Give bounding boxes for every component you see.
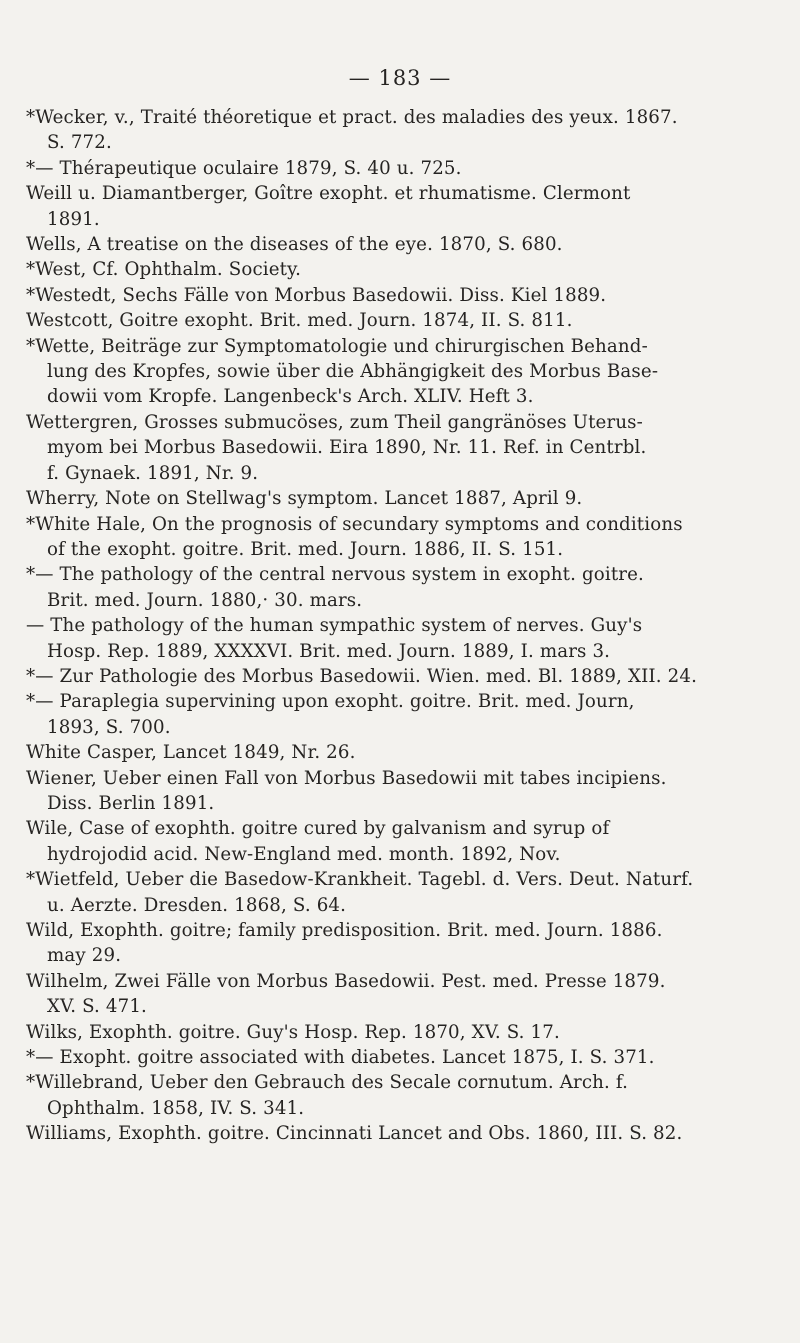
entry-first-line: Wettergren, Grosses submucöses, zum Theil gangränöses Uterus- bbox=[26, 411, 643, 433]
bibliography-entry bbox=[0, 334, 800, 410]
entry-continuation-line: 1891. bbox=[47, 208, 100, 230]
bibliography-entry bbox=[0, 181, 800, 232]
entry-text bbox=[0, 410, 647, 486]
entry-first-line: Wilks, Exophth. goitre. Guy's Hosp. Rep. 1870, XV. S. 17. bbox=[26, 1021, 560, 1043]
entry-text bbox=[0, 689, 635, 740]
bibliography-entry bbox=[0, 816, 800, 867]
entry-continuation-line: S. 772. bbox=[47, 132, 112, 154]
entry-text bbox=[0, 334, 659, 410]
bibliography-entry bbox=[0, 766, 800, 817]
entry-continuation-line: lung des Kropfes, sowie über die Abhängigkeit des Morbus Base- bbox=[47, 361, 659, 383]
entry-first-line: *— Thérapeutique oculaire 1879, S. 40 u. 725. bbox=[26, 157, 462, 179]
page-number: — 183 — bbox=[348, 66, 452, 90]
bibliography-entry bbox=[0, 105, 800, 156]
bibliography-entry bbox=[0, 257, 800, 282]
entry-text bbox=[0, 283, 607, 308]
bibliography-entry bbox=[0, 562, 800, 613]
entry-first-line: Wild, Exophth. goitre; family predisposition. Brit. med. Journ. 1886. bbox=[26, 920, 663, 941]
entry-continuation-line: of the exopht. goitre. Brit. med. Journ. 1886, II. S. 151. bbox=[47, 538, 564, 560]
entry-continuation-line: 1893, S. 700. bbox=[47, 716, 171, 738]
bibliography-entry bbox=[0, 689, 800, 740]
bibliography-entry bbox=[0, 512, 800, 563]
entry-text bbox=[0, 1020, 572, 1045]
entry-first-line: Williams, Exophth. goitre. Cincinnati Lancet and Obs. 1860, III. S. 82. bbox=[26, 1123, 683, 1145]
entry-continuation-line: u. Aerzte. Dresden. 1868, S. 64. bbox=[47, 894, 347, 916]
entry-text bbox=[0, 1045, 655, 1070]
entry-first-line: *White Hale, On the prognosis of secundary symptoms and conditions bbox=[26, 513, 683, 535]
bibliography-entry bbox=[0, 613, 800, 664]
entry-continuation-line: Hosp. Rep. 1889, XXXXVI. Brit. med. Journ. 1889, I. mars 3. bbox=[47, 640, 611, 662]
entry-first-line: *— Paraplegia supervining upon exopht. goitre. Brit. med. Journ, bbox=[26, 691, 635, 713]
entry-first-line: Wherry, Note on Stellwag's symptom. Lancet 1887, April 9. bbox=[26, 488, 583, 510]
entry-text bbox=[0, 512, 683, 563]
entry-text bbox=[0, 105, 678, 156]
entry-first-line: Wilhelm, Zwei Fälle von Morbus Basedowii. Pest. med. Presse 1879. bbox=[26, 970, 666, 992]
bibliography-entry bbox=[0, 1070, 800, 1121]
entry-text bbox=[0, 232, 572, 257]
bibliography-entry bbox=[0, 867, 800, 918]
bibliography-list bbox=[0, 105, 800, 1147]
bibliography-entry bbox=[0, 308, 800, 333]
entry-first-line: *Westedt, Sechs Fälle von Morbus Basedowii. Diss. Kiel 1889. bbox=[26, 284, 607, 306]
entry-text bbox=[0, 1070, 629, 1121]
entry-text bbox=[0, 969, 666, 1020]
bibliography-entry bbox=[0, 918, 800, 969]
bibliography-entry bbox=[0, 969, 800, 1020]
bibliography-entry bbox=[0, 410, 800, 486]
entry-continuation-line: myom bei Morbus Basedowii. Eira 1890, Nr. 11. Ref. in Centrbl. bbox=[47, 437, 647, 459]
bibliography-entry bbox=[0, 740, 800, 765]
bibliography-entry bbox=[0, 1020, 800, 1045]
bibliography-entry bbox=[0, 486, 800, 511]
entry-continuation-line: dowii vom Kropfe. Langenbeck's Arch. XLIV. Heft 3. bbox=[47, 386, 534, 408]
entry-text bbox=[0, 257, 572, 282]
entry-continuation-line: may 29. bbox=[47, 945, 122, 967]
entry-continuation-line: hydrojodid acid. New-England med. month. 1892, Nov. bbox=[47, 843, 561, 865]
entry-first-line: Wile, Case of exophth. goitre cured by galvanism and syrup of bbox=[26, 818, 610, 840]
entry-first-line: *Wietfeld, Ueber die Basedow-Krankheit. Tagebl. d. Vers. Deut. Naturf. bbox=[26, 869, 694, 891]
entry-continuation-line: Ophthalm. 1858, IV. S. 341. bbox=[47, 1097, 305, 1119]
entry-continuation-line: XV. S. 471. bbox=[47, 996, 147, 1018]
entry-first-line: — The pathology of the human sympathic system of nerves. Guy's bbox=[26, 615, 643, 637]
entry-first-line: Weill u. Diamantberger, Goître exopht. et rhumatisme. Clermont bbox=[26, 183, 631, 205]
entry-text bbox=[0, 1121, 683, 1146]
entry-text bbox=[0, 156, 572, 181]
entry-text bbox=[0, 613, 643, 664]
entry-first-line: White Casper, Lancet 1849, Nr. 26. bbox=[26, 742, 356, 764]
bibliography-entry bbox=[0, 664, 800, 689]
entry-text bbox=[0, 308, 572, 333]
entry-text bbox=[0, 486, 583, 511]
entry-text bbox=[0, 664, 698, 689]
entry-first-line: *Willebrand, Ueber den Gebrauch des Secale cornutum. Arch. f. bbox=[26, 1072, 629, 1094]
entry-continuation-line: Brit. med. Journ. 1880,· 30. mars. bbox=[47, 589, 363, 611]
entry-text bbox=[0, 816, 610, 867]
entry-first-line: Wiener, Ueber einen Fall von Morbus Basedowii mit tabes incipiens. bbox=[26, 767, 667, 789]
bibliography-entry bbox=[0, 1045, 800, 1070]
entry-text bbox=[0, 918, 663, 969]
entry-first-line: *— The pathology of the central nervous system in exopht. goitre. bbox=[26, 564, 644, 586]
entry-continuation-line: f. Gynaek. 1891, Nr. 9. bbox=[47, 462, 259, 484]
bibliography-entry bbox=[0, 1121, 800, 1146]
entry-first-line: Wells, A treatise on the diseases of the eye. 1870, S. 680. bbox=[26, 234, 563, 256]
bibliography-entry bbox=[0, 232, 800, 257]
bibliography-entry bbox=[0, 283, 800, 308]
entry-text bbox=[0, 867, 694, 918]
entry-first-line: *Wette, Beiträge zur Symptomatologie und chirurgischen Behand- bbox=[26, 335, 648, 357]
entry-first-line: *— Exopht. goitre associated with diabetes. Lancet 1875, I. S. 371. bbox=[26, 1047, 655, 1069]
entry-text bbox=[0, 562, 644, 613]
entry-first-line: *Wecker, v., Traité théoretique et pract. des maladies des yeux. 1867. bbox=[26, 107, 678, 128]
entry-first-line: *West, Cf. Ophthalm. Society. bbox=[26, 259, 302, 281]
entry-text bbox=[0, 740, 572, 765]
entry-text bbox=[0, 766, 667, 817]
bibliography-entry bbox=[0, 156, 800, 181]
entry-continuation-line: Diss. Berlin 1891. bbox=[47, 792, 215, 814]
entry-text bbox=[0, 181, 631, 232]
entry-first-line: Westcott, Goitre exopht. Brit. med. Journ. 1874, II. S. 811. bbox=[26, 310, 573, 332]
entry-first-line: *— Zur Pathologie des Morbus Basedowii. Wien. med. Bl. 1889, XII. 24. bbox=[26, 665, 698, 687]
